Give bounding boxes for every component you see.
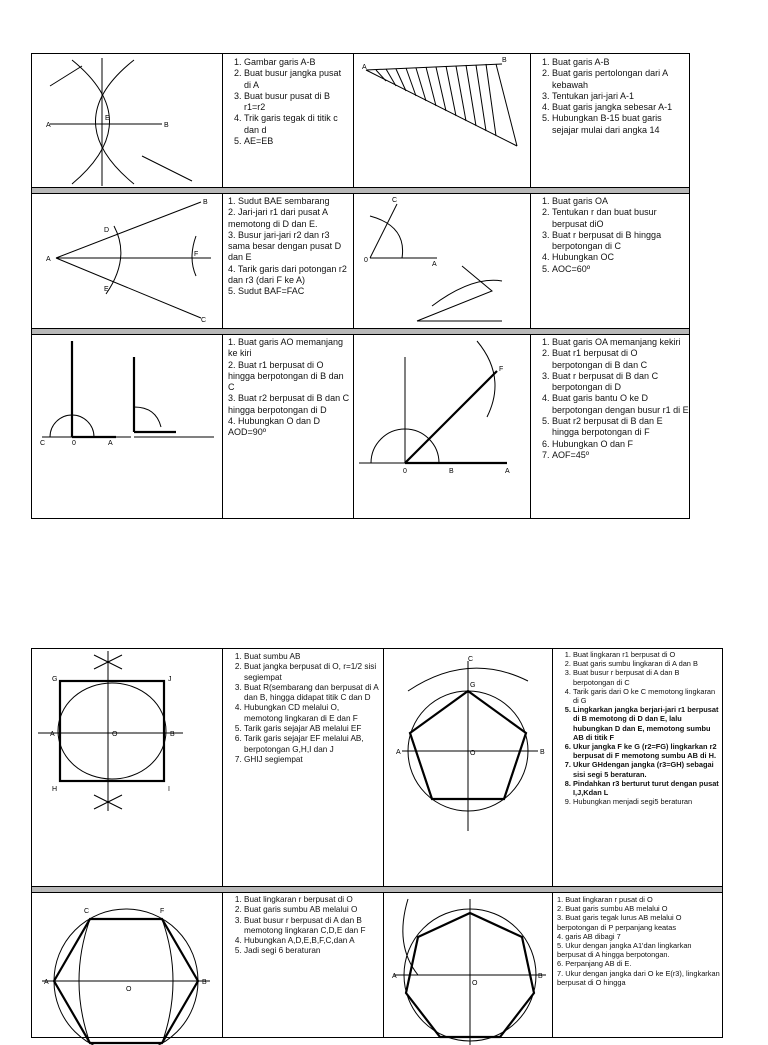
step: 1. Buat garis OA <box>552 196 689 207</box>
svg-text:O: O <box>126 986 132 993</box>
svg-text:A: A <box>396 749 401 756</box>
pentagon-diagram <box>388 651 550 884</box>
svg-text:F: F <box>194 251 199 258</box>
step: 4. Tarik garis dari O ke C memotong lingkaran di G <box>573 687 722 705</box>
step: 3. Tentukan jari-jari A-1 <box>552 91 689 102</box>
svg-text:O: O <box>472 980 478 987</box>
step: 5. Buat r2 berpusat di B dan E hingga berpotongan di F <box>552 416 689 439</box>
angle-60-diagram <box>362 196 527 328</box>
steps-angle-45 <box>534 337 689 517</box>
step: 8. Pindahkan r3 berturut turut dengan pusat I,J,Kdan L <box>573 779 722 797</box>
svg-text:A: A <box>46 256 51 263</box>
svg-text:B: B <box>202 979 207 986</box>
svg-text:O: O <box>470 750 476 757</box>
step: 3. Buat garis tegak lurus AB melalui O berpotongan di P perpanjang keatas <box>557 913 682 932</box>
step: 2. Buat jangka berpusat di O, r=1/2 sisi segiempat <box>244 662 380 683</box>
svg-text:E: E <box>104 286 109 293</box>
step: 3. Buat r2 berpusat di B dan C hingga berpotongan di D <box>228 393 350 415</box>
construction-table-1 <box>31 53 690 519</box>
step: 5. Jadi segi 6 beraturan <box>244 946 380 956</box>
step: 1. Gambar garis A-B <box>244 57 350 68</box>
svg-text:D: D <box>104 227 110 234</box>
step: 2. Jari-jari r1 dari pusat A memotong di D dan E. <box>228 207 328 229</box>
svg-text:F: F <box>499 366 504 373</box>
svg-text:O: O <box>112 731 118 738</box>
step: 4. Tarik garis dari potongan r2 dan r3 (dari F ke A) <box>228 263 347 286</box>
step: 2. Buat garis sumbu AB melalui O <box>244 905 380 915</box>
step: 1. Buat garis OA memanjang kekiri <box>552 337 689 348</box>
step: 5. Sudut BAF=FAC <box>228 286 305 297</box>
svg-text:B: B <box>540 749 545 756</box>
steps-heptagon <box>555 895 722 1035</box>
heptagon-diagram <box>388 895 550 1045</box>
step: 5. AOC=60º <box>552 264 689 275</box>
step: 7. GHIJ segiempat <box>244 755 380 765</box>
step: 6. Perpanjang AB di E. <box>557 959 632 969</box>
step: 1. Buat garis AO memanjang ke kiri <box>228 337 344 359</box>
step: 1. Buat lingkaran r1 berpusat di O <box>573 650 722 659</box>
svg-text:B: B <box>170 731 175 738</box>
svg-text:A: A <box>108 440 113 447</box>
svg-text:0: 0 <box>72 440 76 447</box>
step: 4. Trik garis tegak di titik c dan d <box>244 113 350 136</box>
svg-text:C: C <box>201 317 207 324</box>
svg-text:C: C <box>468 656 474 663</box>
steps-bisect-angle <box>226 196 351 326</box>
step: 5. Tarik garis sejajar AB melalui EF <box>244 724 380 734</box>
step: 1. Sudut BAE sembarang <box>228 196 330 206</box>
step: 2. Buat garis pertolongan dari A kebawah <box>552 68 689 91</box>
step: 2. Buat garis sumbu AB melalui O <box>557 904 668 914</box>
step: 4. Hubungkan O dan D AOD=90º <box>228 416 321 438</box>
step: 6. Ukur jangka F ke G (r2=FG) lingkarkan r2 berpusat di F memotong sumbu AB di H. <box>573 742 722 760</box>
step: 3. Buat busur pusat di B r1=r2 <box>244 91 350 114</box>
step: 4. Hubungkan CD melalui O, memotong lingkaran di E dan F <box>244 703 380 724</box>
divide-line-diagram <box>362 56 527 186</box>
svg-text:A: A <box>44 979 49 986</box>
svg-text:B: B <box>538 973 543 980</box>
step: 9. Hubungkan menjadi segi5 beraturan <box>573 797 722 806</box>
step: 2. Buat r1 berpusat di O berpotongan di B dan C <box>552 348 689 371</box>
step: 1. Buat garis A-B <box>552 57 689 68</box>
svg-text:A: A <box>392 973 397 980</box>
step: 2. Buat r1 berpusat di O hingga berpotongan di B dan C <box>228 359 344 393</box>
step: 4. Hubungkan OC <box>552 252 689 263</box>
hexagon-diagram <box>38 895 218 1045</box>
svg-text:A: A <box>432 261 437 268</box>
step: 7. AOF=45º <box>552 450 689 461</box>
step: 3. Buat busur r berpusat di A dan B memotong lingkaran C,D,E dan F <box>244 916 380 937</box>
steps-hexagon <box>226 895 380 1035</box>
step: 4. Buat garis jangka sebesar A-1 <box>552 102 689 113</box>
step: 5. Ukur dengan jangka A1'dan lingkarkan berpusat di A hingga berpotongan. <box>557 941 692 960</box>
step: 1. Buat lingkaran r berpusat di O <box>244 895 380 905</box>
step: 3. Buat busur r berpusat di A dan B berpotongan di C <box>573 668 722 686</box>
step: 2. Buat busur jangka pusat di A <box>244 68 350 91</box>
svg-text:F: F <box>160 908 165 915</box>
step: 3. Buat R(sembarang dan berpusat di A dan B, hingga didapat titik C dan D <box>244 683 380 704</box>
svg-text:G: G <box>470 682 476 689</box>
step: 4. garis AB dibagi 7 <box>557 931 621 941</box>
step: 7. Ukur GHdengan jangka (r3=GH) sebagai sisi segi 5 beraturan. <box>573 760 722 778</box>
svg-text:0: 0 <box>403 468 407 475</box>
step: 3. Busur jari-jari r2 dan r3 sama besar dengan pusat D dan E <box>228 229 342 263</box>
svg-text:C: C <box>40 440 46 447</box>
square-in-circle-diagram <box>38 651 218 884</box>
step: 2. Buat garis sumbu lingkaran di A dan B <box>573 659 722 668</box>
svg-text:A: A <box>50 731 55 738</box>
row-separator <box>32 187 689 194</box>
step: 3. Buat r berpusat di B hingga berpotongan di C <box>552 230 689 253</box>
steps-angle-60 <box>534 196 689 326</box>
step: 1. Buat lingkaran r pusat di O <box>557 895 653 904</box>
steps-pentagon <box>555 650 722 884</box>
step: 5. Hubungkan B-15 buat garis sejajar mulai dari angka 14 <box>552 113 689 136</box>
steps-angle-90 <box>226 337 351 517</box>
steps-divide-line <box>534 57 689 185</box>
svg-text:A: A <box>46 122 51 129</box>
step: 2. Tentukan r dan buat busur berpusat diO <box>552 207 689 230</box>
bisect-angle-diagram <box>36 196 218 326</box>
svg-text:H: H <box>52 786 58 793</box>
svg-text:E: E <box>105 115 110 122</box>
svg-text:C: C <box>392 197 398 204</box>
angle-90-diagram <box>36 337 218 517</box>
svg-text:B: B <box>449 468 454 475</box>
step: 5. Lingkarkan jangka berjari-jari r1 berpusat di B memotong di D dan E, lalu hubungkan D dan E, memotong sumbu AB di titik F <box>573 705 722 742</box>
svg-text:A: A <box>505 468 510 475</box>
step: 5. AE=EB <box>244 136 350 147</box>
svg-text:C: C <box>84 908 90 915</box>
svg-text:B: B <box>502 57 507 64</box>
construction-table-2 <box>31 648 723 1038</box>
svg-text:B: B <box>164 122 169 129</box>
svg-text:J: J <box>168 676 172 683</box>
step: 4. Buat garis bantu O ke D berpotongan dengan busur r1 di E <box>552 393 689 416</box>
svg-text:A: A <box>362 64 367 71</box>
svg-text:I: I <box>168 786 170 793</box>
row-separator <box>32 328 689 335</box>
svg-text:G: G <box>52 676 58 683</box>
step: 1. Buat sumbu AB <box>244 652 380 662</box>
step: 6. Tarik garis sejajar EF melalui AB, berpotongan G,H,I dan J <box>244 734 380 755</box>
angle-45-diagram <box>357 337 529 517</box>
step: 7. Ukur dengan jangka dari O ke E(r3), lingkarkan berpusat di O hingga <box>557 968 720 987</box>
step: 6. Hubungkan O dan F <box>552 439 689 450</box>
svg-text:B: B <box>203 199 208 206</box>
step: 4. Hubungkan A,D,E,B,F,C,dan A <box>244 936 380 946</box>
steps-square <box>226 652 380 884</box>
bisect-line-diagram <box>42 56 217 186</box>
row-separator <box>32 886 722 893</box>
step: 3. Buat r berpusat di B dan C berpotongan di D <box>552 371 689 394</box>
steps-bisect-line <box>226 57 350 185</box>
svg-text:0: 0 <box>364 257 368 264</box>
